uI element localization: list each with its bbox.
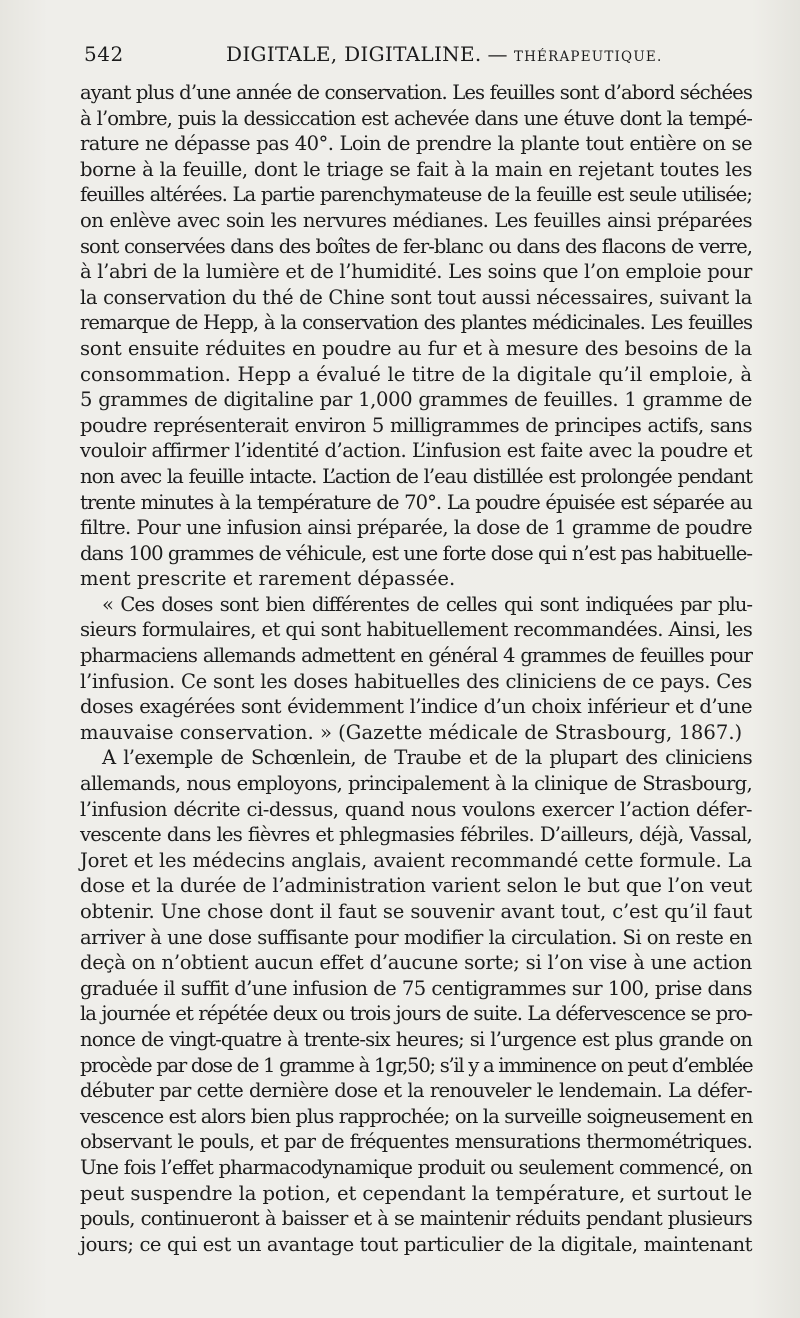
- header-section: THÉRAPEUTIQUE.: [513, 49, 663, 65]
- header-title: DIGITALE, DIGITALINE.: [226, 42, 482, 66]
- text-line: arriver à une dose suffisante pour modifier la circulation. Si on reste en: [80, 925, 752, 949]
- text-line: dose et la durée de l’administration varient selon le but que l’on veut: [80, 874, 752, 898]
- text-line: ment prescrite et rarement dépassée.: [80, 567, 456, 591]
- page-number: 542: [84, 42, 124, 66]
- text-line: allemands, nous employons, principalement à la clinique de Strasbourg,: [80, 772, 752, 796]
- text-line: obtenir. Une chose dont il faut se souvenir avant tout, c’est qu’il faut: [80, 900, 752, 923]
- text-line: sont ensuite réduites en poudre au fur et à mesure des besoins de la: [80, 336, 752, 360]
- text-line: l’infusion. Ce sont les doses habituelles des cliniciens de ce pays. Ces: [80, 669, 752, 693]
- text-line: A l’exemple de Schœnlein, de Traube et de la plupart des cliniciens: [102, 746, 752, 770]
- text-line: filtre. Pour une infusion ainsi préparée, la dose de 1 gramme de poudre: [80, 516, 752, 540]
- text-line: 5 grammes de digitaline par 1,000 grammes de feuilles. 1 gramme de: [80, 388, 752, 412]
- text-line: ayant plus d’une année de conservation. Les feuilles sont d’abord séchées: [80, 81, 752, 104]
- text-line: pouls, continueront à baisser et à se maintenir réduits pendant plusieurs: [80, 1207, 752, 1231]
- text-line: deçà on n’obtient aucun effet d’aucune sorte; si l’on vise à une action: [80, 951, 752, 975]
- text-line: observant le pouls, et par de fréquentes mensurations thermométriques.: [80, 1130, 752, 1154]
- text-line: borne à la feuille, dont le triage se fait à la main en rejetant toutes les: [80, 157, 752, 181]
- text-line: à l’abri de la lumière et de l’humidité. Les soins que l’on emploie pour: [80, 260, 752, 284]
- text-line: Joret et les médecins anglais, avaient recommandé cette formule. La: [80, 848, 752, 872]
- text-line: feuilles altérées. La partie parenchymateuse de la feuille est seule utilisée;: [80, 183, 752, 207]
- text-line: on enlève avec soin les nervures médianes. Les feuilles ainsi préparées: [80, 208, 752, 232]
- text-line: vescente dans les fièvres et phlegmasies fébriles. D’ailleurs, déjà, Vassal,: [80, 823, 752, 847]
- header-dash: —: [487, 42, 508, 66]
- text-line: mauvaise conservation. » (Gazette médicale de Strasbourg, 1867.): [80, 720, 743, 744]
- text-line: poudre représenterait environ 5 milligrammes de principes actifs, sans: [80, 413, 752, 437]
- text-line: non avec la feuille intacte. L’action de l’eau distillée est prolongée pendant: [80, 464, 752, 488]
- running-title: [226, 42, 662, 66]
- text-line: débuter par cette dernière dose et la renouveler le lendemain. La défer-: [80, 1079, 752, 1103]
- text-line: graduée il suffit d’une infusion de 75 centigrammes sur 100, prise dans: [80, 976, 752, 1000]
- body-text: [80, 80, 752, 1257]
- text-line: pharmaciens allemands admettent en général 4 grammes de feuilles pour: [80, 644, 752, 668]
- text-line: procède par dose de 1 gramme à 1gr,50; s’il y a imminence on peut d’emblée: [80, 1053, 753, 1077]
- text-line: sieurs formulaires, et qui sont habituellement recommandées. Ainsi, les: [80, 618, 753, 642]
- text-line: trente minutes à la température de 70°. La poudre épuisée est séparée au: [80, 490, 752, 514]
- text-line: l’infusion décrite ci-dessus, quand nous voulons exercer l’action défer-: [80, 797, 752, 821]
- text-line: consommation. Hepp a évalué le titre de la digitale qu’il emploie, à: [80, 362, 752, 386]
- text-line: la conservation du thé de Chine sont tout aussi nécessaires, suivant la: [80, 285, 752, 309]
- text-line: peut suspendre la potion, et cependant la température, et surtout le: [80, 1181, 753, 1205]
- text-line: sont conservées dans des boîtes de fer-blanc ou dans des flacons de verre,: [80, 234, 752, 258]
- text-line: dans 100 grammes de véhicule, est une forte dose qui n’est pas habituelle-: [80, 541, 752, 565]
- running-header: [80, 42, 752, 72]
- text-line: remarque de Hepp, à la conservation des plantes médicinales. Les feuilles: [80, 311, 752, 335]
- text-line: doses exagérées sont évidemment l’indice d’un choix inférieur et d’une: [80, 695, 752, 719]
- text-line: rature ne dépasse pas 40°. Loin de prendre la plante tout entière on se: [80, 132, 752, 156]
- text-line: nonce de vingt-quatre à trente-six heures; si l’urgence est plus grande on: [80, 1027, 752, 1051]
- text-line: vescence est alors bien plus rapprochée; on la surveille soigneusement en: [80, 1104, 753, 1128]
- text-line: Une fois l’effet pharmacodynamique produit ou seulement commencé, on: [80, 1155, 752, 1179]
- text-line: vouloir affirmer l’identité d’action. L’infusion est faite avec la poudre et: [80, 439, 752, 463]
- text-line: la journée et répétée deux ou trois jours de suite. La défervescence se pro-: [80, 1002, 752, 1026]
- text-line: à l’ombre, puis la dessiccation est achevée dans une étuve dont la tempé-: [80, 106, 752, 130]
- text-line: jours; ce qui est un avantage tout particulier de la digitale, maintenant: [80, 1232, 752, 1256]
- text-line: « Ces doses sont bien différentes de celles qui sont indiquées par plu-: [102, 592, 752, 616]
